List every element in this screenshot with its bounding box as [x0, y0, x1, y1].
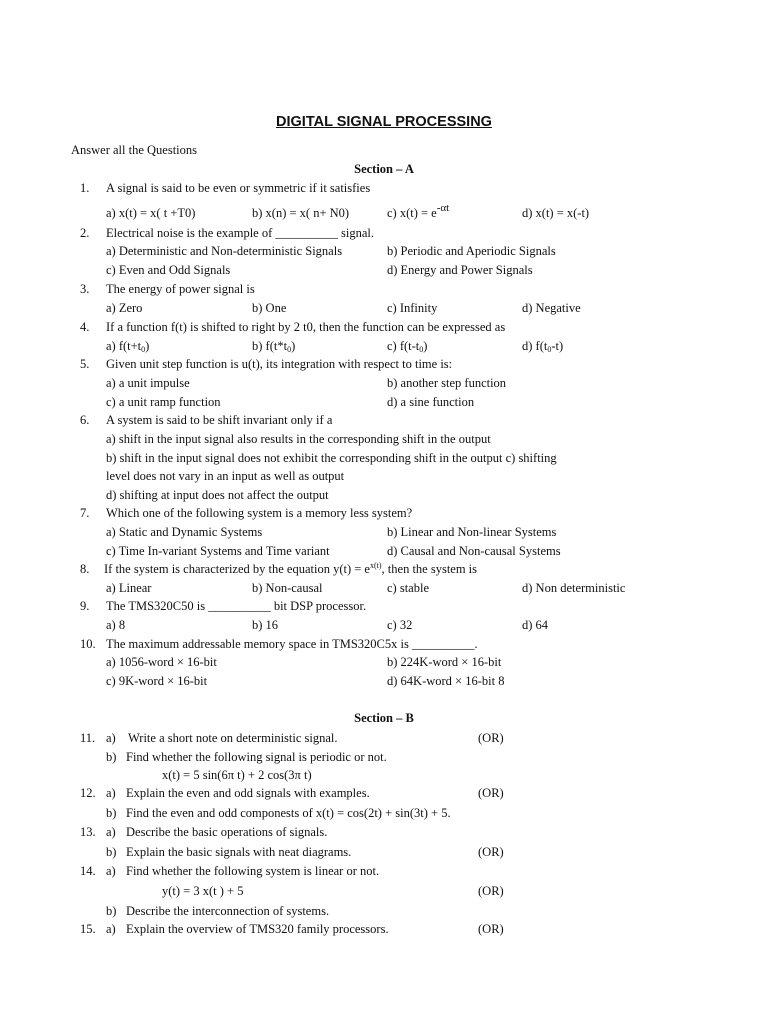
or-label: (OR) [478, 845, 504, 859]
part-label: a) [106, 731, 116, 745]
option-b: b) another step function [387, 376, 507, 390]
part-label: b) [106, 904, 117, 918]
question-text: A system is said to be shift invariant only if a [106, 413, 333, 427]
question-text: Find whether the following system is linear or not. [126, 864, 380, 878]
part-label: b) [106, 806, 117, 820]
option-c: c) Time In-variant Systems and Time variant [106, 544, 330, 558]
option-a: a) 1056-word × 16-bit [106, 655, 217, 669]
option-a: a) Zero [106, 301, 143, 315]
option-c: c) $f(t-t_0)$ [387, 339, 428, 354]
option-d: d) Non deterministic [522, 581, 626, 595]
part-label: a) [106, 786, 116, 800]
question-text: Explain the overview of TMS320 family processors. [126, 922, 389, 936]
question-text: If the system is characterized by the equation $y(t) = e^{x(t)}$, then the system is [104, 561, 478, 576]
question-number: 3. [80, 282, 90, 296]
question-text: A signal is said to be even or symmetric if it satisfies [106, 181, 371, 195]
question-text: If a function f(t) is shifted to right by 2 t0, then the function can be expressed as [106, 320, 506, 334]
option-c: c) a unit ramp function [106, 395, 221, 409]
option-d: d) x(t) = x(-t) [522, 206, 590, 220]
option-b: b) 16 [252, 618, 279, 632]
or-label: (OR) [478, 786, 504, 800]
part-label: b) [106, 750, 117, 764]
question-text: Which one of the following system is a memory less system? [106, 506, 413, 520]
option-b: b) Periodic and Aperiodic Signals [387, 244, 556, 258]
part-label: a) [106, 922, 116, 936]
option-c: c) 9K-word × 16-bit [106, 674, 208, 688]
question-number: 1. [80, 181, 90, 195]
part-label: b) [106, 845, 117, 859]
option-b: b) Non-causal [252, 581, 323, 595]
option-c: c) stable [387, 581, 429, 595]
option-d: d) Causal and Non-causal Systems [387, 544, 561, 558]
equation: x(t) = 5 sin(6π t) + 2 cos(3π t) [162, 768, 312, 782]
option-line: a) shift in the input signal also results in the corresponding shift in the output [106, 432, 491, 446]
question-text: Describe the interconnection of systems. [126, 904, 330, 918]
option-a: a) Deterministic and Non-deterministic Signals [106, 244, 343, 258]
option-b: b) 224K-word × 16-bit [387, 655, 502, 669]
section-a-heading: Section – A [354, 162, 414, 176]
exponent: -αt [436, 202, 450, 214]
or-label: (OR) [478, 884, 504, 898]
option-c: c) Infinity [387, 301, 438, 315]
question-number: 7. [80, 506, 90, 520]
option-line: d) shifting at input does not affect the output [106, 488, 329, 502]
question-number: 14. [80, 864, 96, 878]
question-number: 10. [80, 637, 96, 651]
option-a: a) 8 [106, 618, 126, 632]
question-text: The energy of power signal is [106, 282, 255, 296]
question-text: Find the even and odd componests of x(t) = cos(2t) + sin(3t) + 5. [126, 806, 451, 820]
section-b-heading: Section – B [354, 711, 414, 725]
question-text: Find whether the following signal is periodic or not. [126, 750, 387, 764]
or-label: (OR) [478, 731, 504, 745]
question-text: Electrical noise is the example of __________ signal. [106, 226, 374, 240]
option-a: a) $f(t+t_0)$ [106, 339, 150, 354]
instruction-text: Answer all the Questions [71, 143, 198, 157]
option-d: d) a sine function [387, 395, 475, 409]
question-number: 4. [80, 320, 90, 334]
option-b: b) Linear and Non-linear Systems [387, 525, 557, 539]
option-c: c) $x(t) = e^{-\alpha t}$ [387, 202, 450, 220]
question-text: Explain the basic signals with neat diagrams. [126, 845, 352, 859]
option-d: d) 64 [522, 618, 549, 632]
question-number: 9. [80, 599, 90, 613]
option-a: a) a unit impulse [106, 376, 190, 390]
question-number: 11. [80, 731, 96, 745]
question-number: 13. [80, 825, 96, 839]
equation: y(t) = 3 x(t ) + 5 [162, 884, 244, 898]
question-number: 8. [80, 562, 90, 576]
option-a: a) x(t) = x( t +T0) [106, 206, 196, 220]
option-d: d) Negative [522, 301, 581, 315]
question-number: 12. [80, 786, 96, 800]
page-title: DIGITAL SIGNAL PROCESSING [276, 114, 492, 130]
question-text: Given unit step function is u(t), its integration with respect to time is: [106, 357, 453, 371]
question-text: The TMS320C50 is __________ bit DSP processor. [106, 599, 367, 613]
question-text: Describe the basic operations of signals. [126, 825, 328, 839]
option-b: b) $f(t*t_0)$ [252, 339, 296, 354]
option-b: b) One [252, 301, 287, 315]
option-b: b) x(n) = x( n+ N0) [252, 206, 350, 220]
option-line: level does not vary in an input as well as output [106, 469, 345, 483]
part-label: a) [106, 864, 116, 878]
option-line: b) shift in the input signal does not exhibit the corresponding shift in the output c) shifting [106, 451, 557, 465]
question-number: 2. [80, 226, 90, 240]
question-text: Write a short note on deterministic signal. [128, 731, 338, 745]
option-d: d) $f(t_0-t)$ [522, 339, 564, 354]
question-text: The maximum addressable memory space in TMS320C5x is __________. [106, 637, 478, 651]
question-number: 6. [80, 413, 90, 427]
option-c: c) Even and Odd Signals [106, 263, 231, 277]
option-a: a) Linear [106, 581, 152, 595]
option-d: d) Energy and Power Signals [387, 263, 533, 277]
option-a: a) Static and Dynamic Systems [106, 525, 263, 539]
or-label: (OR) [478, 922, 504, 936]
question-text: Explain the even and odd signals with examples. [126, 786, 370, 800]
question-number: 5. [80, 357, 90, 371]
part-label: a) [106, 825, 116, 839]
option-d: d) 64K-word × 16-bit 8 [387, 674, 505, 688]
question-number: 15. [80, 922, 96, 936]
option-c: c) 32 [387, 618, 413, 632]
